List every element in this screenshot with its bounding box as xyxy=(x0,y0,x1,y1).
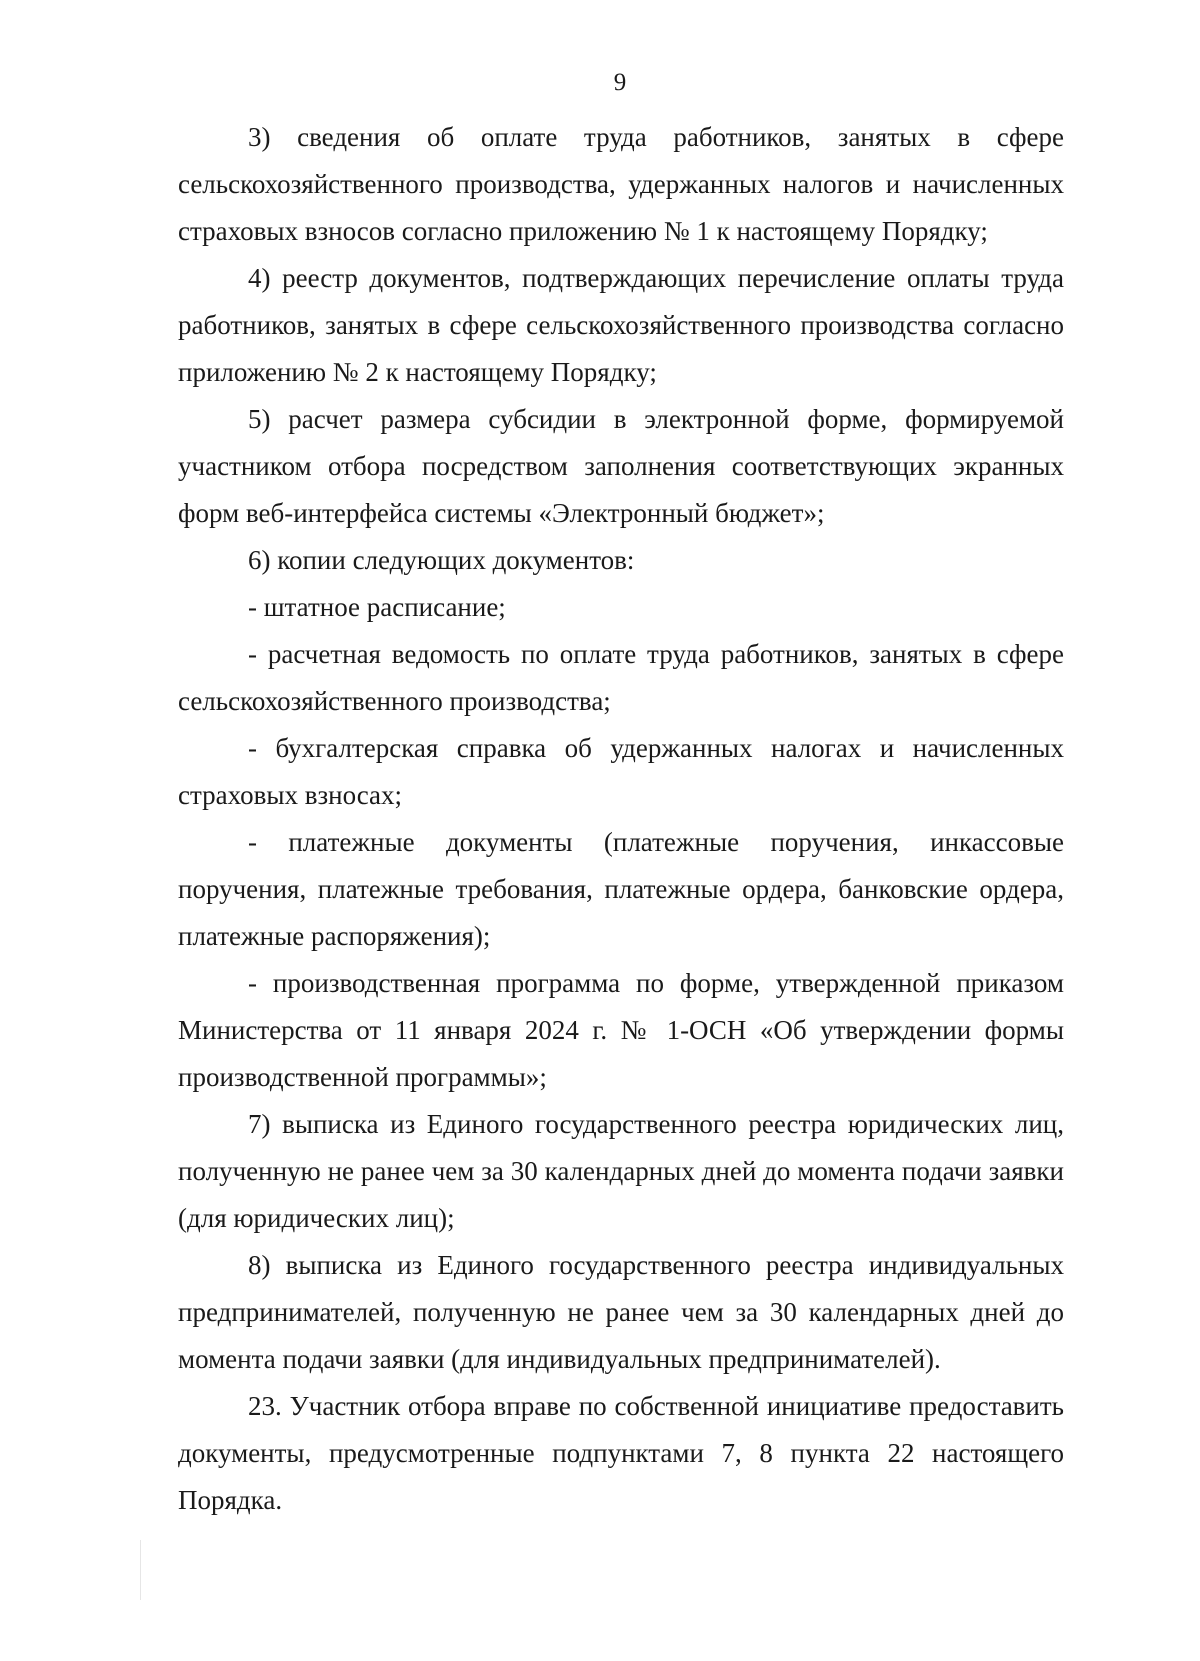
paragraph-item-5: 5) расчет размера субсидии в электронной форме, формируемой участником отбора посредством заполнения соответствующих экранных форм веб-интерфейса системы «Электронный бюджет»; xyxy=(178,404,1064,528)
list-item-payment-docs: - платежные документы (платежные поручения, инкассовые поручения, платежные требования, платежные ордера, банковские ордера, платежные распоряжения); xyxy=(178,827,1064,951)
paragraph-item-6: 6) копии следующих документов: xyxy=(248,545,635,575)
scan-artifact xyxy=(140,1540,141,1600)
list-item-accounting-note: - бухгалтерская справка об удержанных налогах и начисленных страховых взносах; xyxy=(178,733,1064,810)
document-body xyxy=(178,114,1064,1524)
list-item-production-program: - производственная программа по форме, утвержденной приказом Министерства от 11 января 2024 г. № 1-ОСН «Об утверждении формы производственной программы»; xyxy=(178,968,1064,1092)
paragraph-section-23: 23. Участник отбора вправе по собственной инициативе предоставить документы, предусмотренные подпунктами 7, 8 пункта 22 настоящего Порядка. xyxy=(178,1391,1064,1515)
list-item-staff-schedule: - штатное расписание; xyxy=(248,592,506,622)
paragraph-item-3: 3) сведения об оплате труда работников, занятых в сфере сельскохозяйственного производства, удержанных налогов и начисленных страховых взносов согласно приложению № 1 к настоящему Порядку; xyxy=(178,122,1064,246)
page-number: 9 xyxy=(613,69,627,96)
paragraph-item-8: 8) выписка из Единого государственного реестра индивидуальных предпринимателей, полученную не ранее чем за 30 календарных дней до момента подачи заявки (для индивидуальных предпринимателей). xyxy=(178,1250,1064,1374)
paragraph-item-4: 4) реестр документов, подтверждающих перечисление оплаты труда работников, занятых в сфере сельскохозяйственного производства согласно приложению № 2 к настоящему Порядку; xyxy=(178,263,1064,387)
paragraph-item-7: 7) выписка из Единого государственного реестра юридических лиц, полученную не ранее чем за 30 календарных дней до момента подачи заявки (для юридических лиц); xyxy=(178,1109,1064,1233)
list-item-payroll: - расчетная ведомость по оплате труда работников, занятых в сфере сельскохозяйственного производства; xyxy=(178,639,1064,716)
